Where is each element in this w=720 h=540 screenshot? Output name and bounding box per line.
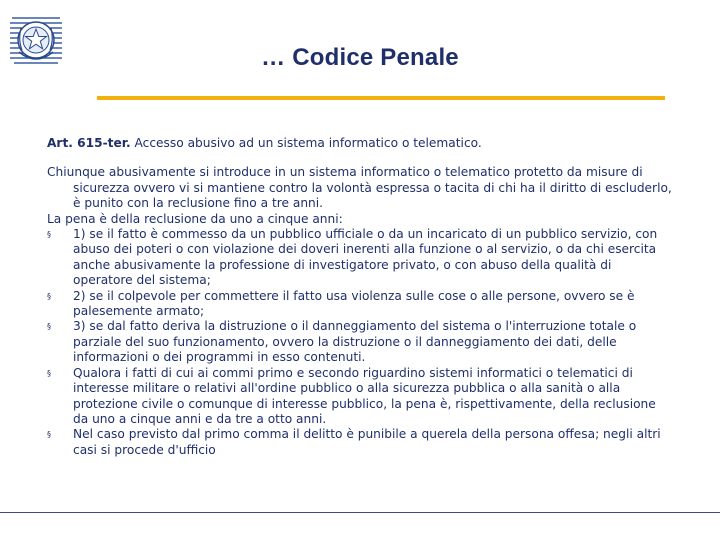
penalty-intro: La pena è della reclusione da uno a cinque anni: — [47, 211, 343, 226]
list-item — [47, 366, 672, 428]
bullet-icon: § — [47, 430, 51, 440]
article-heading — [47, 136, 672, 151]
page-title: … Codice Penale — [261, 44, 459, 71]
document-body — [47, 136, 672, 458]
list-item-text: Qualora i fatti di cui ai commi primo e secondo riguardino sistemi informatici o telematici di interesse militare o relativi all'ordine pubblico o alla sicurezza pubblica o alla sanità o alla protezione civile o comunque di interesse pubblico, la pena è, rispettivamente, della reclusione da uno a cinque anni e da tre a otto anni. — [73, 365, 656, 426]
title-underline — [97, 96, 665, 100]
list-item-text: 3) se dal fatto deriva la distruzione o il danneggiamento del sistema o l'interruzione totale o parziale del suo funzionamento, ovvero la distruzione o il danneggiamento dei dati, delle informazioni o dei programmi in esso contenuti. — [73, 319, 637, 365]
bullet-icon: § — [47, 230, 51, 240]
provision-list — [47, 227, 672, 458]
article-paragraph: Chiunque abusivamente si introduce in un sistema informatico o telematico protetto da misure di sicurezza ovvero vi si mantiene contro la volontà espressa o tacita di chi ha il diritto di escluderlo, è punito con la reclusione fino a tre anni. — [47, 165, 672, 211]
bullet-icon: § — [47, 322, 51, 332]
article-number: Art. 615-ter. — [47, 136, 131, 150]
list-item-text: Nel caso previsto dal primo comma il delitto è punibile a querela della persona offesa; negli altri casi si procede d'ufficio — [73, 427, 661, 457]
list-item — [47, 319, 672, 365]
list-item-text: 1) se il fatto è commesso da un pubblico ufficiale o da un incaricato di un pubblico servizio, con abuso dei poteri o con violazione dei doveri inerenti alla funzione o al servizio, o da chi esercita anche abusivamente la professione di investigatore privato, o con abuso della qualità di operatore del sistema; — [73, 227, 658, 288]
bullet-icon: § — [47, 291, 51, 301]
list-item-text: 2) se il colpevole per commettere il fatto usa violenza sulle cose o alle persone, ovvero se è palesemente armato; — [73, 288, 635, 319]
list-item — [47, 227, 672, 289]
footer-divider — [0, 512, 720, 513]
list-item — [47, 289, 672, 320]
bullet-icon: § — [47, 368, 51, 378]
list-item — [47, 427, 672, 458]
article-title: Accesso abusivo ad un sistema informatico o telematico. — [134, 136, 482, 150]
